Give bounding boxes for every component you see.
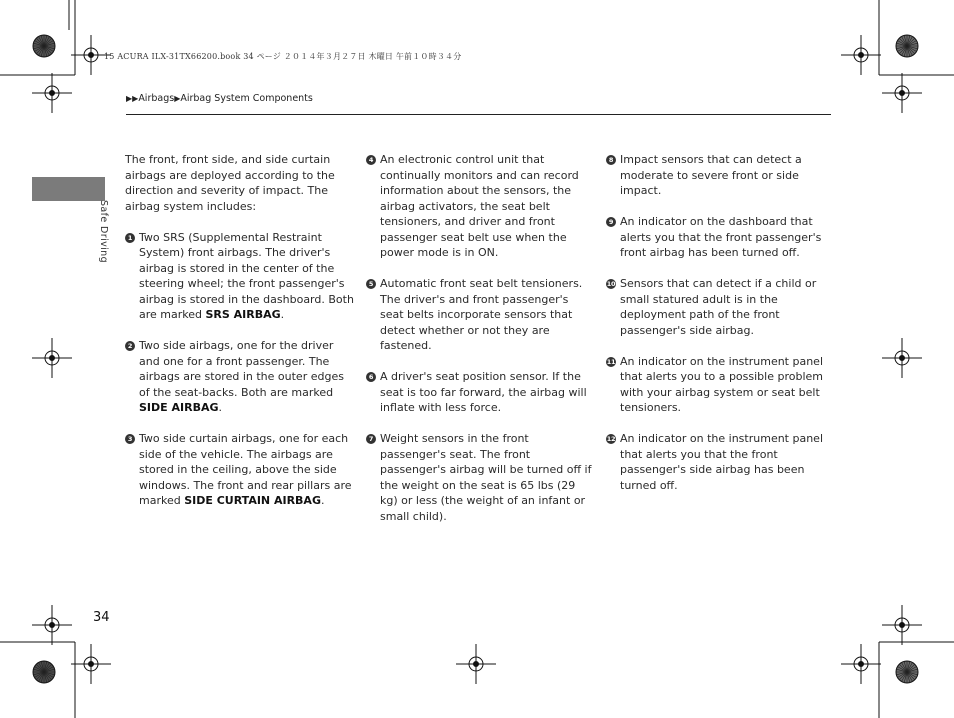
item-number-badge: 9 — [606, 217, 616, 227]
breadcrumb-subsection[interactable]: Airbag System Components — [180, 93, 313, 104]
list-item — [125, 230, 355, 323]
item-text: An indicator on the instrument panel that alerts you to a possible problem with your airbag system or seat belt tensioners. — [620, 354, 824, 414]
registration-mark-icon — [32, 338, 72, 378]
column-2 — [366, 152, 594, 540]
registration-mark-icon — [882, 605, 922, 645]
list-item — [366, 276, 594, 354]
registration-mark-icon — [456, 644, 496, 684]
printer-header: 15 ACURA ILX-31TX66200.book 34 ページ ２０１４年３月２７日 木曜日 午前１０時３４分 — [104, 52, 462, 61]
chapter-tab — [32, 177, 105, 201]
list-item — [125, 338, 355, 416]
page-number: 34 — [93, 610, 110, 625]
list-item — [606, 354, 834, 416]
header-rule — [126, 114, 831, 115]
breadcrumb-arrows-icon: ▶▶ — [126, 94, 139, 103]
registration-mark-icon — [841, 644, 881, 684]
item-text: An indicator on the instrument panel that alerts you that the front passenger's side airbag has been turned off. — [620, 432, 824, 492]
list-item — [366, 152, 594, 261]
item-number-badge: 11 — [606, 357, 616, 366]
item-number-badge: 2 — [125, 341, 135, 351]
item-marking: SIDE AIRBAG — [139, 401, 219, 414]
print-target-icon — [33, 661, 55, 683]
item-number-badge: 1 — [125, 233, 135, 243]
item-text: Impact sensors that can detect a moderate to severe front or side impact. — [620, 153, 802, 197]
print-target-icon — [896, 35, 918, 57]
registration-mark-icon — [882, 73, 922, 113]
item-text: An indicator on the dashboard that alerts you that the front passenger's front airbag has been turned off. — [620, 215, 822, 259]
breadcrumb-section[interactable]: Airbags — [138, 93, 175, 104]
column-1 — [125, 152, 355, 524]
list-item — [125, 431, 355, 509]
print-target-icon — [33, 35, 55, 57]
item-number-badge: 10 — [606, 280, 616, 288]
item-text: Two SRS (Supplemental Restraint System) front airbags. The driver's airbag is stored in the center of the steering wheel; the front passenger's airbag is stored in the dashboard. Both are marked — [139, 230, 354, 321]
list-item — [606, 431, 834, 493]
item-number-badge: 4 — [366, 155, 376, 165]
registration-mark-icon — [882, 338, 922, 378]
item-number-badge: 7 — [366, 434, 376, 444]
intro-paragraph: The front, front side, and side curtain airbags are deployed according to the direction and severity of impact. The airbag system includes: — [125, 153, 335, 213]
breadcrumb — [126, 93, 313, 104]
item-text: Weight sensors in the front passenger's seat. The front passenger's airbag will be turned off if the weight on the seat is 65 lbs (29 kg) or less (the weight of an infant or small child). — [380, 432, 592, 523]
item-number-badge: 6 — [366, 372, 376, 382]
item-number-badge: 12 — [606, 435, 616, 443]
item-number-badge: 8 — [606, 155, 616, 165]
item-marking: SRS AIRBAG — [205, 308, 281, 321]
breadcrumb-separator-icon: ▶ — [174, 94, 181, 103]
item-text-end: . — [218, 401, 222, 414]
item-text: A driver's seat position sensor. If the seat is too far forward, the airbag will inflate with less force. — [380, 370, 587, 414]
chapter-label: Safe Driving — [98, 200, 109, 264]
item-number-badge: 3 — [125, 434, 135, 444]
registration-mark-icon — [71, 644, 111, 684]
registration-mark-icon — [841, 35, 881, 75]
registration-mark-icon — [32, 73, 72, 113]
item-text-end: . — [280, 308, 285, 321]
list-item — [606, 152, 834, 199]
item-text-end: . — [320, 494, 325, 507]
item-text: Two side airbags, one for the driver and one for a front passenger. The airbags are stored in the outer edges of the seat-backs. Both are marked — [139, 339, 344, 399]
item-text: An electronic control unit that continually monitors and can record information about the sensors, the airbag activators, the seat belt tensioners, and driver and front passenger seat belt use when the power mode is in ON. — [380, 153, 579, 259]
registration-mark-icon — [32, 605, 72, 645]
list-item — [606, 276, 834, 338]
item-marking: SIDE CURTAIN AIRBAG — [184, 494, 321, 507]
list-item — [366, 431, 594, 524]
column-3 — [606, 152, 834, 509]
item-text: Two side curtain airbags, one for each side of the vehicle. The airbags are stored in the ceiling, above the side windows. The front and rear pillars are marked — [139, 432, 352, 507]
item-text: Sensors that can detect if a child or small statured adult is in the deployment path of the front passenger's side airbag. — [620, 277, 817, 337]
item-number-badge: 5 — [366, 279, 376, 289]
list-item — [606, 214, 834, 261]
list-item — [366, 369, 594, 416]
item-text: Automatic front seat belt tensioners. The driver's and front passenger's seat belts incorporate sensors that detect whether or not they are fastened. — [380, 277, 583, 352]
print-target-icon — [896, 661, 918, 683]
